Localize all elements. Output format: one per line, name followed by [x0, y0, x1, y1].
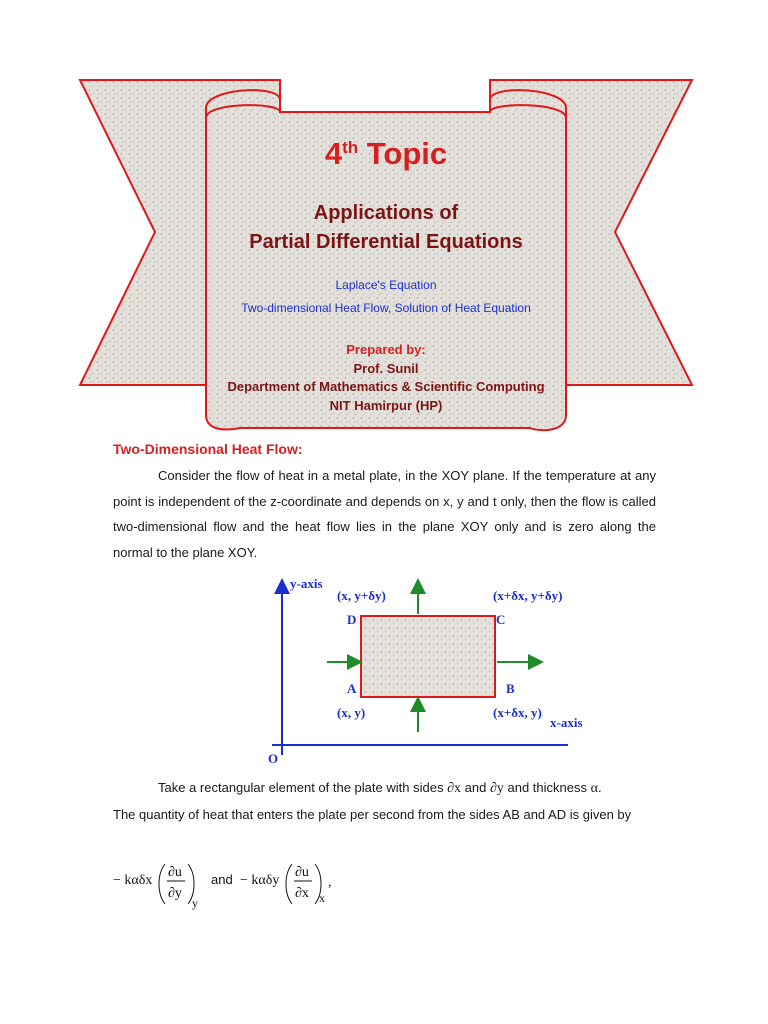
paragraph-element [113, 775, 656, 827]
heatflow-line: Two-dimensional Heat Flow, Solution of Heat Equation [241, 301, 531, 315]
term2-num: ∂u [295, 865, 309, 880]
term2-prefix: − kαδy [240, 873, 280, 888]
coord-b: (x+δx, y) [493, 705, 542, 720]
coord-d: (x, y+δy) [337, 588, 386, 603]
subtitle-line1: Applications of [313, 202, 459, 224]
author-name: Prof. Sunil [353, 361, 419, 376]
plate-element [361, 616, 495, 697]
para2-line1: Take a rectangular element of the plate with sides ∂x and ∂y and thickness α. [158, 780, 602, 796]
corner-b: B [506, 681, 515, 696]
term1-den: ∂y [168, 886, 182, 901]
paragraph-intro: Consider the flow of heat in a metal plate, in the XOY plane. If the temperature at any point is independent of the z-coordinate and depends on x, y and t only, then the flow is called two-dimensional flow and the heat flow lies in the plane XOY only and is zero along the normal to the plane XOY. [113, 468, 656, 560]
heat-flow-diagram [260, 570, 600, 770]
term1-prefix: − kαδx [113, 873, 153, 888]
term2-den: ∂x [295, 886, 309, 901]
topic-number: 4 [324, 136, 343, 171]
corner-d: D [347, 612, 357, 627]
coord-a: (x, y) [337, 705, 366, 720]
section-heading: Two-Dimensional Heat Flow: [113, 441, 303, 457]
corner-a: A [347, 681, 357, 696]
coord-c: (x+δx, y+δy) [493, 588, 563, 603]
banner-subtitle [206, 199, 566, 257]
heat-in-formula [113, 850, 413, 910]
corner-c: C [496, 612, 506, 627]
topic-title [206, 136, 566, 172]
y-axis-label: y-axis [290, 576, 323, 591]
subtitle-line2: Partial Differential Equations [249, 231, 523, 253]
para2-rest: The quantity of heat that enters the plate per second from the sides AB and AD is given by [113, 806, 632, 822]
term2-sub: x [319, 891, 325, 905]
formula-comma: , [328, 875, 332, 890]
origin-label: O [268, 751, 279, 766]
department: Department of Mathematics & Scientific Computing [227, 379, 545, 394]
laplace-line: Laplace's Equation [335, 278, 437, 292]
topic-sup: th [342, 138, 359, 157]
formula-and: and [211, 872, 233, 887]
term1-sub: y [192, 896, 198, 910]
x-axis-label: x-axis [550, 715, 583, 730]
prepared-by: Prepared by: [346, 342, 426, 357]
term1-num: ∂u [168, 865, 182, 880]
topic-word: Topic [366, 136, 448, 171]
institute: NIT Hamirpur (HP) [329, 398, 443, 413]
